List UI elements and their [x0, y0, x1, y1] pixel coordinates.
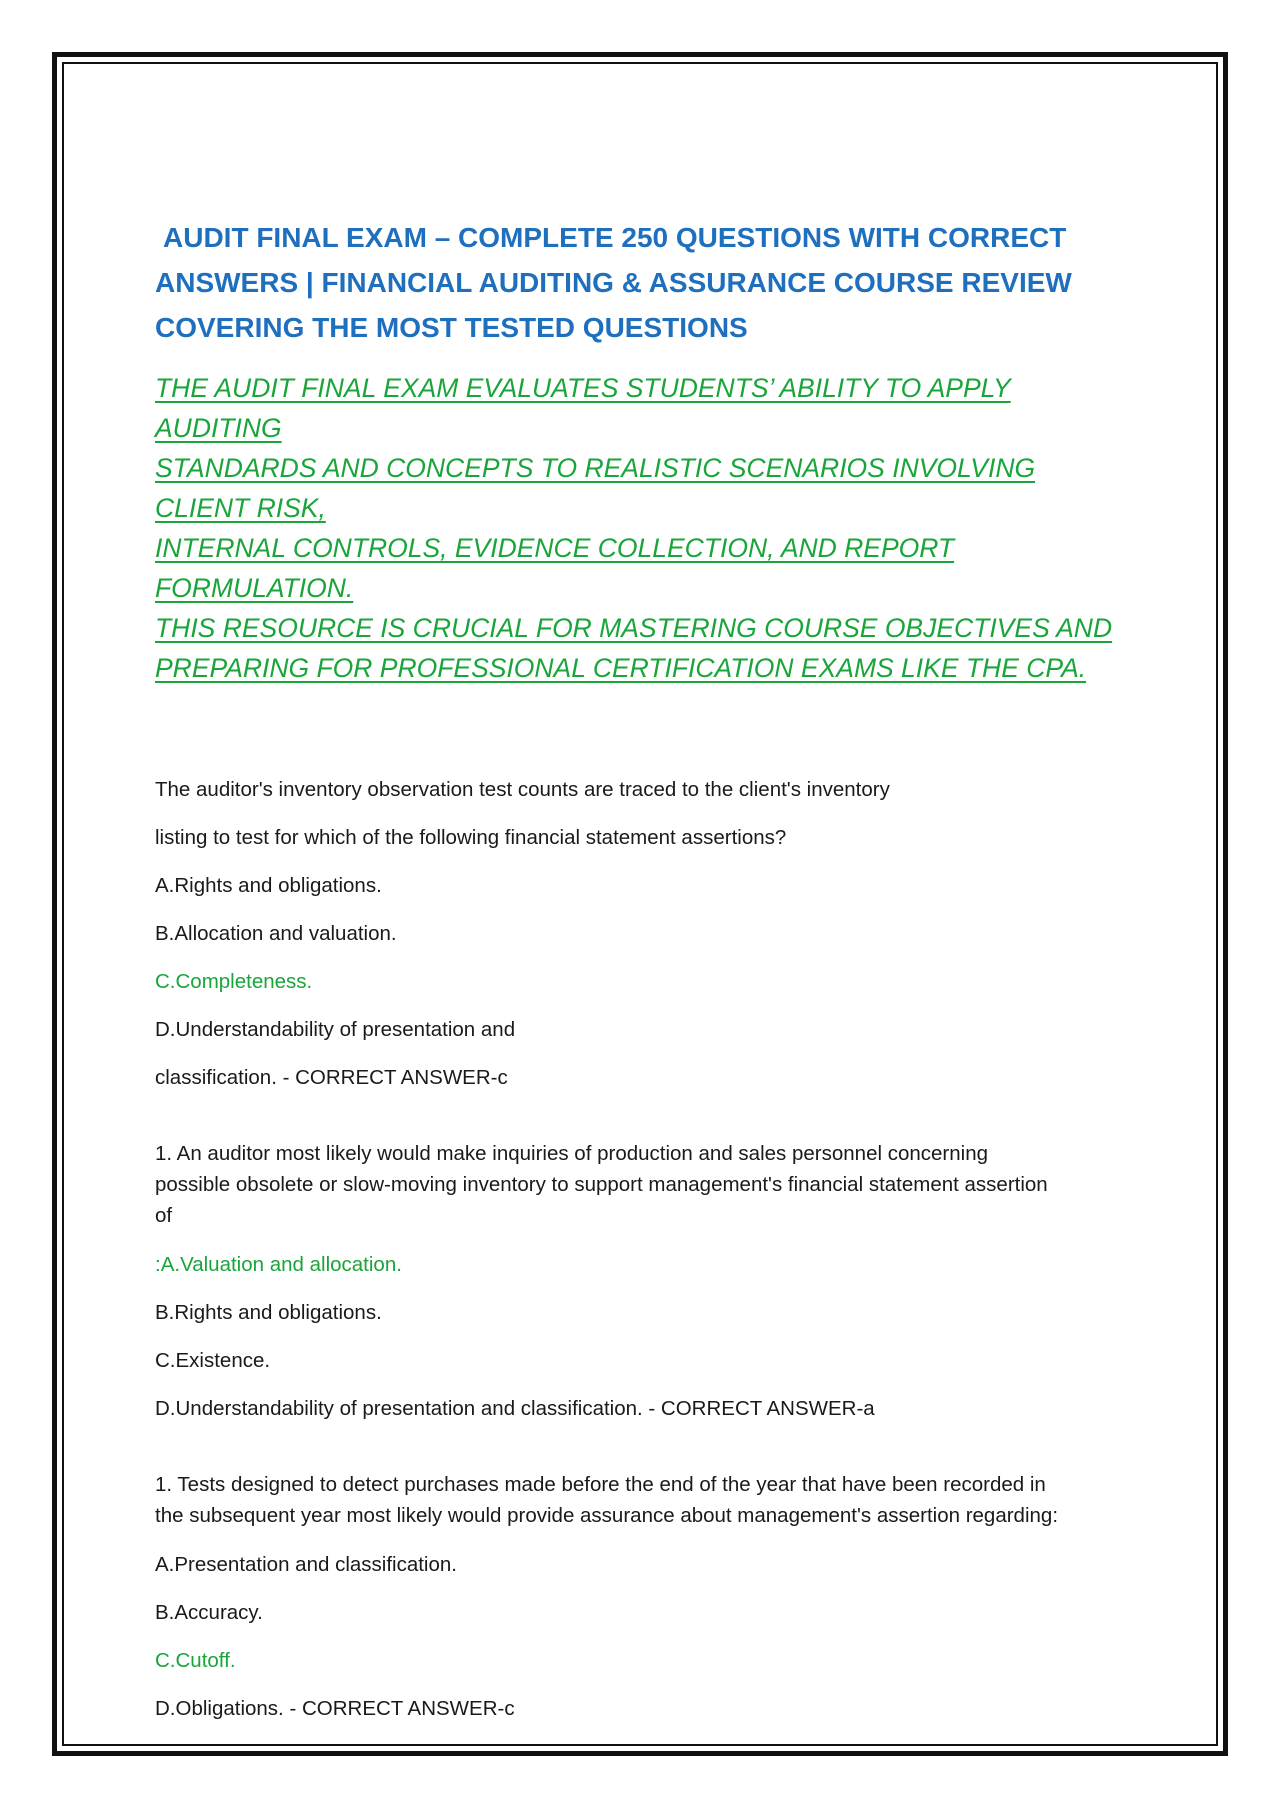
- document-subtitle-line: INTERNAL CONTROLS, EVIDENCE COLLECTION, AND REPORT FORMULATION.: [155, 533, 955, 603]
- answer-option: A.Presentation and classification.: [155, 1553, 457, 1576]
- document-subtitle-line: THIS RESOURCE IS CRUCIAL FOR MASTERING COURSE OBJECTIVES AND: [155, 613, 1113, 643]
- question-stem: [155, 1138, 1135, 1231]
- document-title-line: COVERING THE MOST TESTED QUESTIONS: [155, 312, 748, 343]
- answer-option-highlighted: :A.Valuation and allocation.: [155, 1253, 402, 1276]
- question-list: [155, 766, 1135, 1733]
- document-title-line: AUDIT FINAL EXAM – COMPLETE 250 QUESTIONS WITH CORRECT: [163, 222, 1067, 253]
- question-stem-line: the subsequent year most likely would provide assurance about management's assertion regarding:: [155, 1504, 1059, 1527]
- answer-option: B.Rights and obligations.: [155, 1301, 382, 1324]
- question-stem-line: listing to test for which of the following financial statement assertions?: [155, 826, 787, 849]
- answer-option-highlighted: C.Cutoff.: [155, 1649, 236, 1672]
- answer-option-highlighted: C.Completeness.: [155, 970, 313, 993]
- question-stem-line: possible obsolete or slow-moving inventory to support management's financial statement assertion: [155, 1173, 1048, 1196]
- answer-option-correct-answer: D.Obligations. - CORRECT ANSWER-c: [155, 1697, 515, 1720]
- document-subtitle-line: THE AUDIT FINAL EXAM EVALUATES STUDENTS’ ABILITY TO APPLY AUDITING: [155, 373, 1011, 443]
- page-content: [155, 215, 1135, 1733]
- question-stem-line: The auditor's inventory observation test counts are traced to the client's inventory: [155, 778, 890, 801]
- document-title-line: ANSWERS | FINANCIAL AUDITING & ASSURANCE COURSE REVIEW: [155, 267, 1072, 298]
- answer-option-correct-answer: D.Understandability of presentation and classification. - CORRECT ANSWER-a: [155, 1397, 875, 1420]
- question-item: [155, 766, 1135, 1102]
- question-stem-line: 1. Tests designed to detect purchases made before the end of the year that have been recorded in: [155, 1473, 1046, 1496]
- document-title: [155, 215, 1135, 350]
- answer-option: B.Allocation and valuation.: [155, 922, 397, 945]
- document-subtitle-line: STANDARDS AND CONCEPTS TO REALISTIC SCENARIOS INVOLVING CLIENT RISK,: [155, 453, 1036, 523]
- document-subtitle-line: PREPARING FOR PROFESSIONAL CERTIFICATION EXAMS LIKE THE CPA.: [155, 653, 1087, 683]
- question-item: [155, 1469, 1135, 1733]
- question-stem-line: of: [155, 1204, 173, 1227]
- question-stem-line: 1. An auditor most likely would make inquiries of production and sales personnel concerning: [155, 1142, 989, 1165]
- answer-option: C.Existence.: [155, 1349, 271, 1372]
- answer-option: B.Accuracy.: [155, 1601, 263, 1624]
- document-subtitle: [155, 368, 1135, 688]
- answer-option: D.Understandability of presentation and: [155, 1018, 516, 1041]
- question-stem: [155, 1469, 1135, 1531]
- answer-option-correct-answer: classification. - CORRECT ANSWER-c: [155, 1066, 508, 1089]
- question-spacer: [155, 1433, 1135, 1469]
- question-item: [155, 1138, 1135, 1433]
- answer-option: A.Rights and obligations.: [155, 874, 382, 897]
- question-spacer: [155, 1102, 1135, 1138]
